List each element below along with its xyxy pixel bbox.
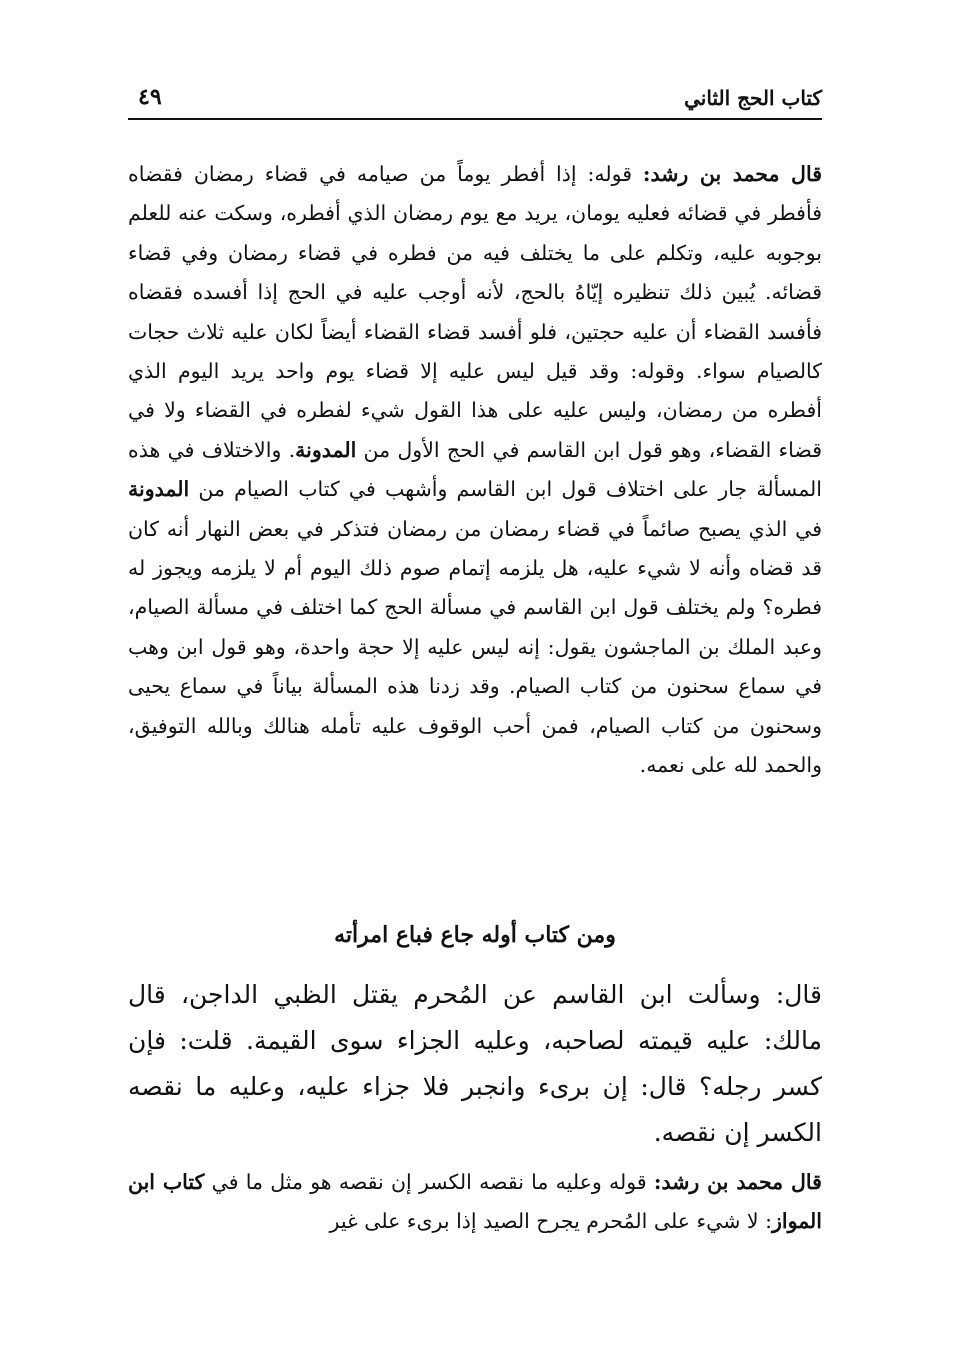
source-text-paragraph: قال: وسألت ابن القاسم عن المُحرم يقتل الظبي الداجن، قال مالك: عليه قيمته لصاحبه، وعليه الجزاء سوى القيمة. قلت: فإن كسر رجله؟ قال: إن برىء وانجبر فلا جزاء عليه، وعليه ما نقصه الكسر إن نقصه. xyxy=(128,980,822,1147)
header-rule xyxy=(128,118,822,120)
running-title: كتاب الحج الثاني xyxy=(684,86,822,110)
section-heading: ومن كتاب أوله جاع فباع امرأته xyxy=(334,922,616,948)
reference-ibn-mawwaz: كتاب ابن المواز xyxy=(128,1170,822,1234)
commentary-text-1b: . والاختلاف في هذه المسألة جار على اختلاف قول ابن القاسم وأشهب في كتاب الصيام من xyxy=(128,437,822,502)
page-header xyxy=(128,78,822,120)
commentary-lead-2: قال محمد بن رشد: xyxy=(653,1170,822,1194)
commentary-text-2b: : لا شيء على المُحرم يجرح الصيد إذا برىء على غير xyxy=(329,1209,773,1234)
commentary-paragraph-1 xyxy=(128,155,822,786)
reference-mudawwana-1: المدونة xyxy=(295,437,357,462)
commentary-paragraph-2 xyxy=(128,1163,822,1242)
commentary-text-2a: قوله وعليه ما نقصه الكسر إن نقصه هو مثل ما في xyxy=(204,1170,654,1194)
reference-mudawwana-2: المدونة xyxy=(128,477,190,502)
page-number: ٤٩ xyxy=(138,84,162,110)
commentary-lead-1: قال محمد بن رشد: xyxy=(642,162,822,186)
commentary-text-1a: قوله: إذا أفطر يوماً من صيامه في قضاء رمضان فقضاه فأفطر في قضائه فعليه يومان، يريد مع يوم رمضان الذي أفطره، وسكت عنه للعلم بوجوبه عليه، وتكلم على ما يختلف فيه من فطره في قضاء رمضان وفي قضاء قضائه. يُبين ذلك تنظيره إيّاهُ بالحج، لأنه أوجب عليه في الحج إذا أفسده فقضاه فأفسد القضاء أن عليه حجتين، فلو أفسد قضاء القضاء أيضاً لكان عليه ثلاث حجات كالصيام سواء. وقوله: وقد قيل ليس عليه إلا قضاء يوم واحد يريد اليوم الذي أفطره من رمضان، وليس عليه على هذا القول شيء لفطره في القضاء ولا في قضاء القضاء، وهو قول ابن القاسم في الحج الأول من xyxy=(128,162,822,462)
commentary-text-1c: في الذي يصبح صائماً في قضاء رمضان من رمضان فتذكر في بعض النهار أنه كان قد قضاه وأنه لا شيء عليه، هل يلزمه إتمام صوم ذلك اليوم أم لا يلزمه ويجوز له فطره؟ ولم يختلف قول ابن القاسم في مسألة الحج كما اختلف في مسألة الصيام، وعبد الملك بن الماجشون يقول: إنه ليس عليه إلا حجة واحدة، وهو قول ابن وهب في سماع سحنون من كتاب الصيام. وقد زدنا هذه المسألة بياناً في سماع يحيى وسحنون من كتاب الصيام، فمن أحب الوقوف عليه تأمله هنالك وبالله التوفيق، والحمد لله على نعمه. xyxy=(128,516,822,778)
